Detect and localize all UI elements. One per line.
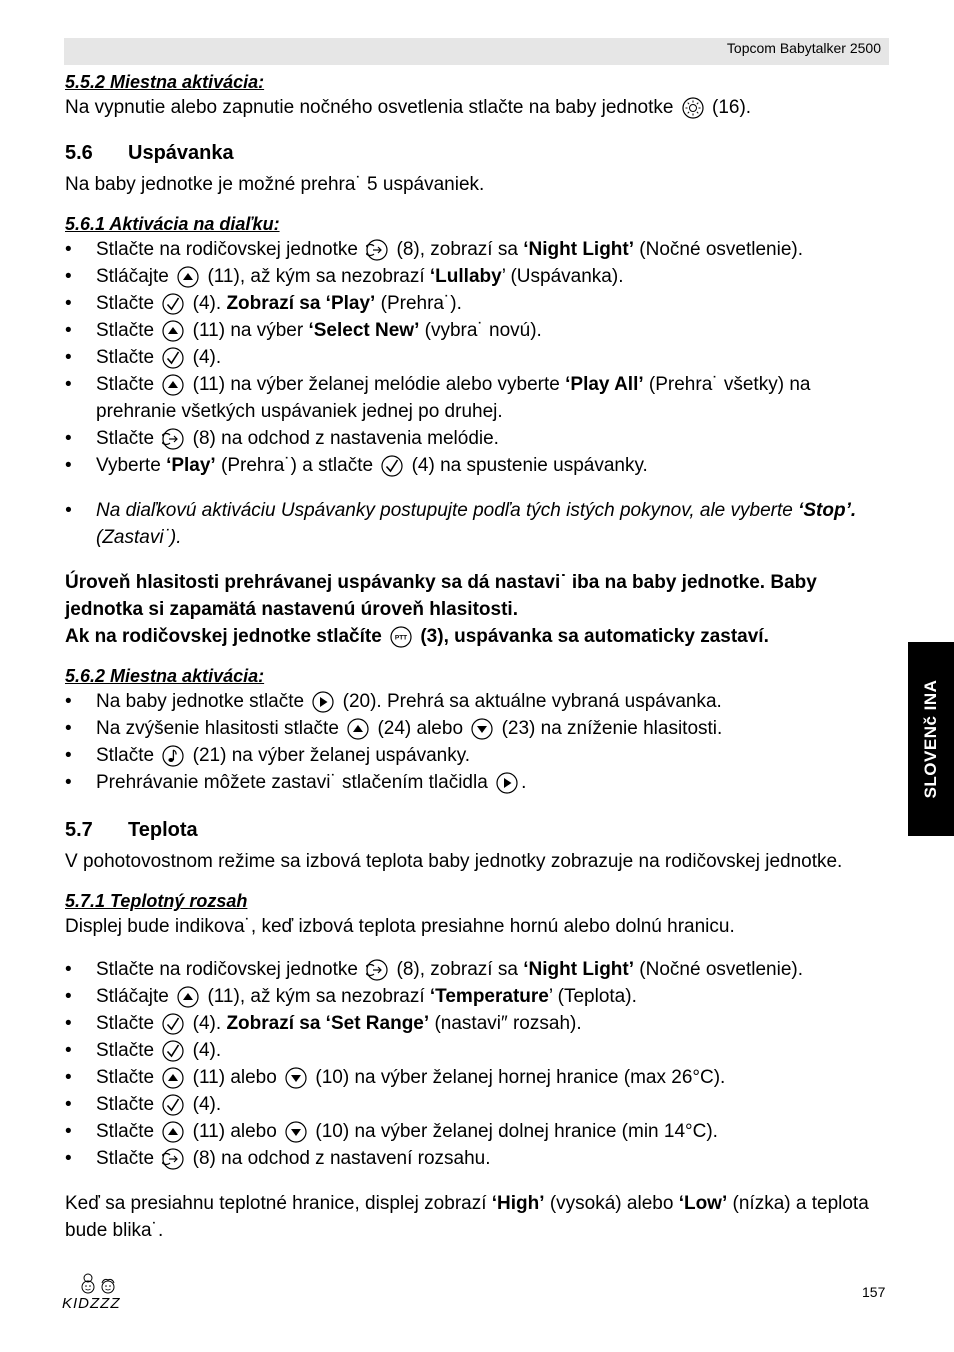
paragraph-571-intro: Displej bude indikova˙, keď izbová teplota presiahne hornú alebo dolnú hranicu. xyxy=(65,916,735,937)
volume-note: Úroveň hlasitosti prehrávanej uspávanky sa dá nastavi˙ iba na baby jednotke. Baby jednotka si zapamätá nastavenú úroveň hlasitosti. xyxy=(65,572,817,620)
up-arrow-button-icon xyxy=(162,1067,184,1089)
list-item: • Na zvýšenie hlasitosti stlačte (24) alebo (23) na zníženie hlasitosti. xyxy=(65,715,895,742)
list-item: • Stlačte (4). xyxy=(65,1091,895,1118)
list-item: • Stlačte na rodičovskej jednotke (8), zobrazí sa ‘Night Light’ (Nočné osvetlenie). xyxy=(65,956,895,983)
list-item: • Stlačte (11) alebo (10) na výber želanej dolnej hranice (min 14°C). xyxy=(65,1118,895,1145)
up-arrow-button-icon xyxy=(347,718,369,740)
ok-check-button-icon xyxy=(162,293,184,315)
play-button-icon xyxy=(496,772,518,794)
list-561 xyxy=(65,236,895,479)
play-button-icon xyxy=(312,691,334,713)
ptt-button-icon xyxy=(390,626,412,648)
kidzzz-logo xyxy=(60,1272,132,1314)
menu-button-icon xyxy=(366,239,388,261)
header-title: Topcom Babytalker 2500 xyxy=(726,40,881,56)
list-item: • Stlačte na rodičovskej jednotke (8), zobrazí sa ‘Night Light’ (Nočné osvetlenie). xyxy=(65,236,895,263)
menu-button-icon xyxy=(162,1148,184,1170)
list-item: • Stlačte (8) na odchod z nastavení rozsahu. xyxy=(65,1145,895,1172)
note-item: • Na diaľkovú aktiváciu Uspávanky postupujte podľa tých istých pokynov, ale vyberte ‘Stop’. (Zastavi˙). xyxy=(65,497,895,551)
list-item: • Vyberte ‘Play’ (Prehra˙) a stlačte (4) na spustenie uspávanky. xyxy=(65,452,895,479)
paragraph-57-intro: V pohotovostnom režime sa izbová teplota baby jednotky zobrazuje na rodičovskej jednotke. xyxy=(65,851,843,872)
list-562 xyxy=(65,688,895,796)
subsection-title-562: 5.6.2 Miestna aktivácia: xyxy=(65,666,265,686)
list-item: • Prehrávanie môžete zastavi˙ stlačením tlačidla . xyxy=(65,769,895,796)
up-arrow-button-icon xyxy=(162,320,184,342)
list-571 xyxy=(65,956,895,1172)
ok-check-button-icon xyxy=(162,1040,184,1062)
list-item: • Stlačte (4). xyxy=(65,1037,895,1064)
language-label: SLOVENč INA xyxy=(921,679,940,799)
list-item: • Stlačte (4). Zobrazí sa ‘Set Range’ (nastavi″ rozsah). xyxy=(65,1010,895,1037)
up-arrow-button-icon xyxy=(162,374,184,396)
light-button-icon xyxy=(682,97,704,119)
list-item: • Stlačte (21) na výber želanej uspávanky. xyxy=(65,742,895,769)
section-title-56: 5.6 Uspávanka xyxy=(65,142,234,164)
ok-check-button-icon xyxy=(162,1094,184,1116)
ok-check-button-icon xyxy=(381,455,403,477)
svg-text:KIDZZZ: KIDZZZ xyxy=(62,1295,121,1312)
page-number: 157 xyxy=(862,1284,886,1300)
list-item: • Stláčajte (11), až kým sa nezobrazí ‘Lullaby’ (Uspávanka). xyxy=(65,263,895,290)
list-item: • Stlačte (11) alebo (10) na výber želanej hornej hranice (max 26°C). xyxy=(65,1064,895,1091)
list-item: • Stláčajte (11), až kým sa nezobrazí ‘Temperature’ (Teplota). xyxy=(65,983,895,1010)
list-item: • Na baby jednotke stlačte (20). Prehrá sa aktuálne vybraná uspávanka. xyxy=(65,688,895,715)
menu-button-icon xyxy=(162,428,184,450)
down-arrow-button-icon xyxy=(285,1121,307,1143)
up-arrow-button-icon xyxy=(177,266,199,288)
subsection-title-552: 5.5.2 Miestna aktivácia: xyxy=(65,72,265,92)
menu-button-icon xyxy=(366,959,388,981)
lullaby-note-button-icon xyxy=(162,745,184,767)
ok-check-button-icon xyxy=(162,347,184,369)
down-arrow-button-icon xyxy=(471,718,493,740)
ptt-note: Ak na rodičovskej jednotke stlačíte PTT (3), uspávanka sa automaticky zastaví. xyxy=(65,626,769,647)
list-item: • Stlačte (4). Zobrazí sa ‘Play’ (Prehra˙). xyxy=(65,290,895,317)
header-bar xyxy=(64,38,889,65)
list-item: • Stlačte (8) na odchod z nastavenia melódie. xyxy=(65,425,895,452)
subsection-title-561: 5.6.1 Aktivácia na diaľku: xyxy=(65,214,280,234)
page-content xyxy=(65,70,895,1244)
up-arrow-button-icon xyxy=(177,986,199,1008)
note-list xyxy=(65,497,895,551)
subsection-title-571: 5.7.1 Teplotný rozsah xyxy=(65,891,248,911)
list-item: • Stlačte (4). xyxy=(65,344,895,371)
svg-text:PTT: PTT xyxy=(394,634,408,642)
up-arrow-button-icon xyxy=(162,1121,184,1143)
down-arrow-button-icon xyxy=(285,1067,307,1089)
list-item: • Stlačte (11) na výber ‘Select New’ (vybra˙ novú). xyxy=(65,317,895,344)
section-title-57: 5.7 Teplota xyxy=(65,819,198,841)
paragraph-571-final: Keď sa presiahnu teplotné hranice, displej zobrazí ‘High’ (vysoká) alebo ‘Low’ (nízka) a teplota bude blika˙. xyxy=(65,1193,869,1241)
paragraph-552: Na vypnutie alebo zapnutie nočného osvetlenia stlačte na baby jednotke (16). xyxy=(65,97,752,118)
list-item: • Stlačte (11) na výber želanej melódie alebo vyberte ‘Play All’ (Prehra˙ všetky) na prehranie všetkých uspávaniek jednej po druhej. xyxy=(65,371,895,425)
ok-check-button-icon xyxy=(162,1013,184,1035)
language-side-tab xyxy=(908,642,954,836)
paragraph-56-intro: Na baby jednotke je možné prehra˙ 5 uspávaniek. xyxy=(65,174,485,195)
